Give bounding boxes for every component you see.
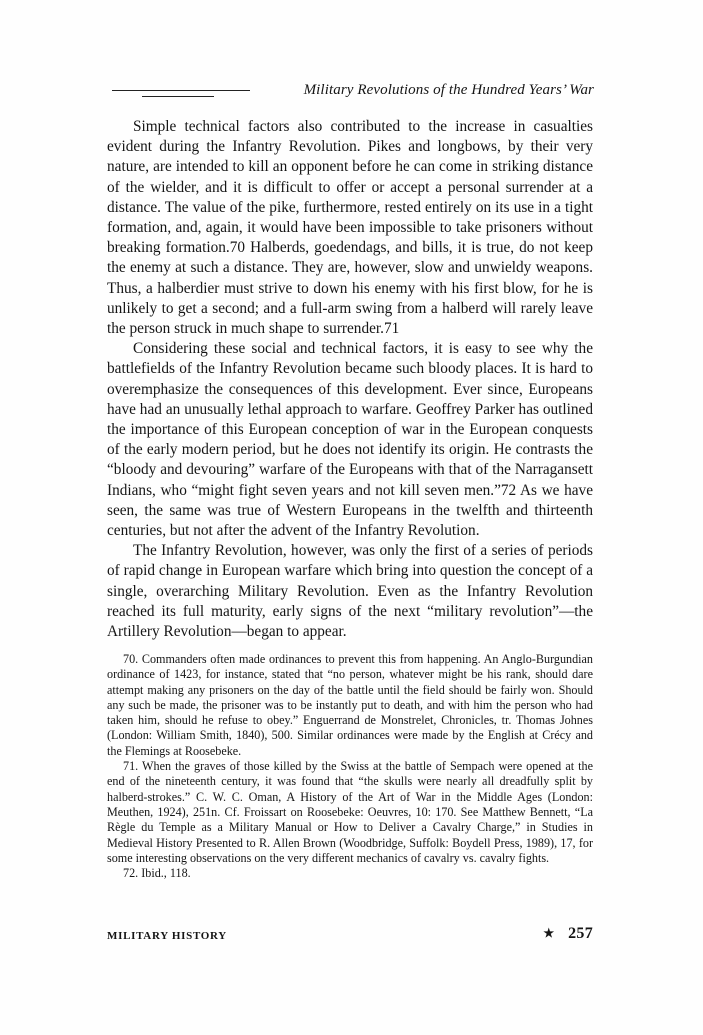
page-number: 257: [568, 925, 593, 942]
footnote-70: 70. Commanders often made ordinances to prevent this from happening. An Anglo-Burgundian ordinance of 1423, for instance, stated that “no person, whatever might be his rank, should dare attempt making any prisoners on the day of the battle until the field should be fairly won. Should any such be made, the prisoner was to be instantly put to death, and with him the person who had taken him, should he refuse to obey.” Enguerrand de Monstrelet, Chronicles, tr. Thomas Johnes (London: William Smith, 1840), 500. Similar ordinances were made by the English at Crécy and the Flemings at Roosebeke.: [107, 652, 593, 758]
journal-name: MILITARY HISTORY: [107, 930, 227, 942]
star-icon: ★: [543, 926, 555, 940]
header-rule-bottom: [142, 96, 214, 97]
body-text: [107, 117, 593, 642]
body-paragraph: Simple technical factors also contributed to the increase in casualties evident during the Infantry Revolution. Pikes and longbows, by their very nature, are intended to kill an opponent before he can come in striking distance of the wielder, and it is difficult to offer or accept a personal surrender at a distance. The value of the pike, furthermore, rested entirely on its use in a tight formation, and, again, it would have been impossible to take prisoners without breaking formation.70 Halberds, goedendags, and bills, it is true, do not keep the enemy at such a distance. They are, however, slow and unwieldy weapons. Thus, a halberdier must strive to down his enemy with his first blow, for he is unlikely to get a second; and a full-arm swing from a halberd will rarely leave the person struck in much shape to surrender.71: [107, 118, 593, 338]
running-head: [112, 82, 594, 104]
footnote-72: 72. Ibid., 118.: [123, 866, 191, 881]
header-rule-top: [112, 90, 250, 91]
running-title: Military Revolutions of the Hundred Years’ War: [303, 82, 594, 98]
footnote-71: 71. When the graves of those killed by the Swiss at the battle of Sempach were opened at the end of the nineteenth century, it was found that “the skulls were nearly all dreadfully split by halberd-strokes.” C. W. C. Oman, A History of the Art of War in the Middle Ages (London: Meuthen, 1924), 251n. Cf. Froissart on Roosebeke: Oeuvres, 10: 170. See Matthew Bennett, “La Règle du Temple as a Military Manual or How to Deliver a Cavalry Charge,” in Studies in Medieval History Presented to R. Allen Brown (Woodbridge, Suffolk: Boydell Press, 1989), 17, for some interesting observations on the very different mechanics of cavalry vs. cavalry fights.: [107, 759, 593, 865]
body-paragraph: Considering these social and technical factors, it is easy to see why the battlefields of the Infantry Revolution became such bloody places. It is hard to overemphasize the consequences of this development. Ever since, Europeans have had an unusually lethal approach to warfare. Geoffrey Parker has outlined the importance of this European conception of war in the European conquests of the early modern period, but he does not identify its origin. He contrasts the “bloody and devouring” warfare of the Europeans with that of the Narragansett Indians, who “might fight seven years and not kill seven men.”72 As we have seen, the same was true of Western Europeans in the twelfth and thirteenth centuries, but not after the advent of the Infantry Revolution.: [107, 340, 593, 540]
body-paragraph: The Infantry Revolution, however, was only the first of a series of periods of rapid change in European warfare which bring into question the concept of a single, overarching Military Revolution. Even as the Infantry Revolution reached its full maturity, early signs of the next “military revolution”—the Artillery Revolution—began to appear.: [107, 542, 593, 641]
footnotes: [107, 652, 593, 881]
page-footer-right: [543, 925, 593, 943]
